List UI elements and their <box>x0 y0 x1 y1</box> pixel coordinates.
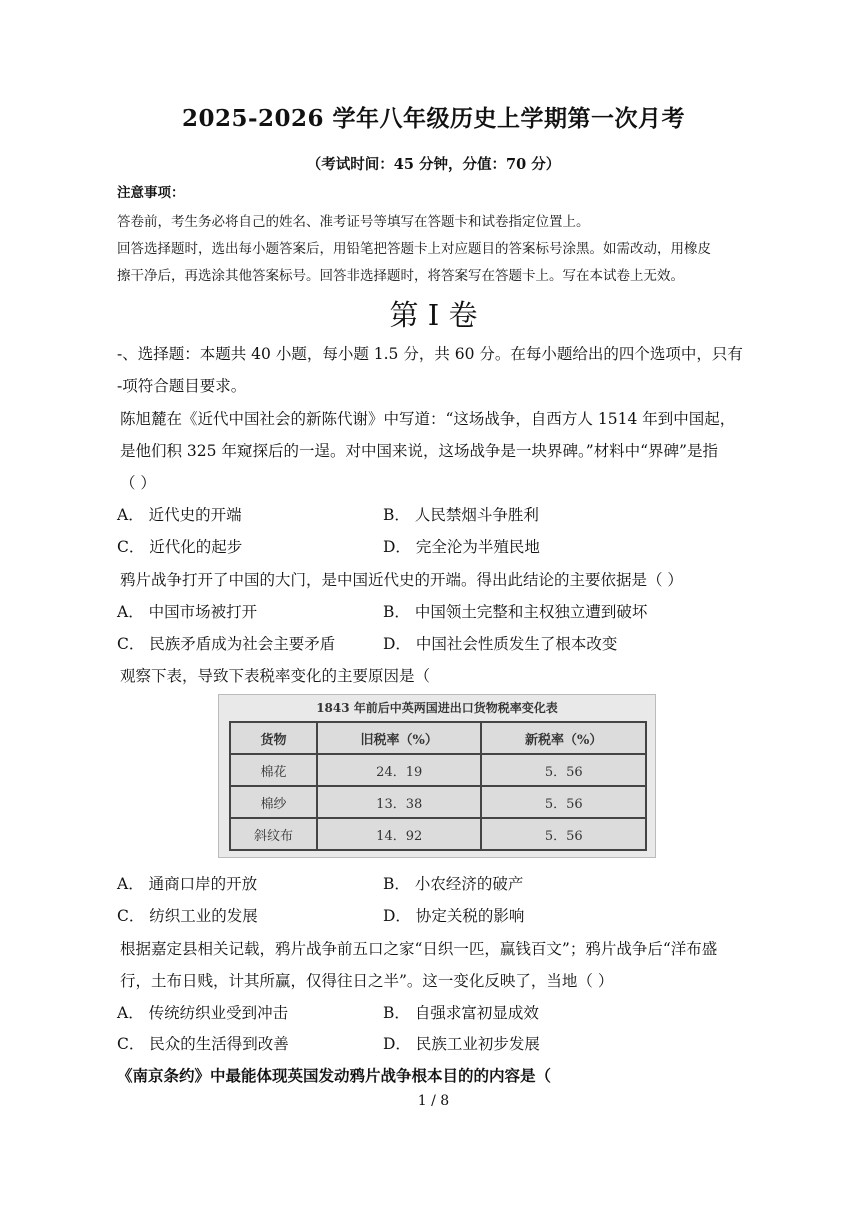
question-3-option-c: C． 纺织工业的发展 <box>117 907 258 925</box>
table-cell: 5．56 <box>481 818 646 850</box>
table-header: 旧税率（%） <box>317 722 482 754</box>
table-header: 新税率（%） <box>481 722 646 754</box>
table-row <box>230 818 646 850</box>
notes-heading: 注意事项： <box>117 185 185 201</box>
table-cell: 棉花 <box>230 754 317 786</box>
question-1-option-d: D． 完全沦为半殖民地 <box>383 538 540 556</box>
exam-title: 2025-2026 学年八年级历史上学期第一次月考 <box>181 105 686 132</box>
question-4-text: 根据嘉定县相关记载，鸦片战争前五口之家“日织一匹，赢钱百文”；鸦片战争后“洋布盛 <box>120 940 718 958</box>
table-header-row <box>230 722 646 754</box>
exam-subtitle: （考试时间：45 分钟，分值：70 分） <box>306 156 561 173</box>
section-title: 第 I 卷 <box>389 298 478 332</box>
question-4-option-a: A． 传统纺织业受到冲击 <box>117 1004 289 1022</box>
question-2-option-c: C． 民族矛盾成为社会主要矛盾 <box>117 635 336 653</box>
table-cell: 斜纹布 <box>230 818 317 850</box>
page-number: 1 / 8 <box>417 1093 450 1109</box>
table-cell: 24．19 <box>317 754 482 786</box>
question-3-option-d: D． 协定关税的影响 <box>383 907 525 925</box>
question-1-option-c: C． 近代化的起步 <box>117 538 243 556</box>
question-4-option-d: D． 民族工业初步发展 <box>383 1035 540 1053</box>
question-1-text: （ ） <box>120 474 156 492</box>
question-1-text: 陈旭麓在《近代中国社会的新陈代谢》中写道：“这场战争，自西方人 1514 年到中国起， <box>120 410 736 428</box>
table-row <box>230 754 646 786</box>
table-cell: 棉纱 <box>230 786 317 818</box>
question-1-text: 是他们积 325 年窥探后的一逞。对中国来说，这场战争是一块界碑。”材料中“界碑”是指 <box>120 442 718 460</box>
question-5-text: 《南京条约》中最能体现英国发动鸦片战争根本目的的内容是（ <box>117 1066 552 1085</box>
question-3-option-a: A． 通商口岸的开放 <box>117 875 258 893</box>
section-intro: -、选择题：本题共 40 小题，每小题 1.5 分，共 60 分。在每小题给出的四个选项中，只有 <box>117 345 743 363</box>
table-cell: 5．56 <box>481 754 646 786</box>
question-2-option-a: A． 中国市场被打开 <box>117 603 258 621</box>
section-intro: -项符合题目要求。 <box>117 377 247 395</box>
question-2-text: 鸦片战争打开了中国的大门，是中国近代史的开端。得出此结论的主要依据是（ ） <box>120 571 683 589</box>
table-cell: 5．56 <box>481 786 646 818</box>
table-row <box>230 786 646 818</box>
question-4-text: 行，土布日贱，计其所赢，仅得往日之半”。这一变化反映了，当地（ ） <box>120 972 614 990</box>
question-2-option-d: D． 中国社会性质发生了根本改变 <box>383 635 618 653</box>
note-line: 回答选择题时，选出每小题答案后，用铅笔把答题卡上对应题目的答案标号涂黑。如需改动，用橡皮 <box>117 241 711 257</box>
question-1-option-b: B． 人民禁烟斗争胜利 <box>383 506 539 524</box>
question-4-option-b: B． 自强求富初显成效 <box>383 1004 539 1022</box>
question-4-option-c: C． 民众的生活得到改善 <box>117 1035 289 1053</box>
note-line: 擦干净后，再选涂其他答案标号。回答非选择题时，将答案写在答题卡上。写在本试卷上无效。 <box>117 268 684 284</box>
table-cell: 14．92 <box>317 818 482 850</box>
question-2-option-b: B． 中国领土完整和主权独立遭到破坏 <box>383 603 648 621</box>
question-1-option-a: A． 近代史的开端 <box>117 506 242 524</box>
tax-rate-table <box>229 721 647 851</box>
tax-table-title: 1843 年前后中英两国进出口货物税率变化表 <box>316 701 558 715</box>
question-3-option-b: B． 小农经济的破产 <box>383 875 524 893</box>
tax-rate-table-image <box>218 694 656 858</box>
table-cell: 13．38 <box>317 786 482 818</box>
note-line: 答卷前，考生务必将自己的姓名、准考证号等填写在答题卡和试卷指定位置上。 <box>117 214 590 230</box>
question-3-text: 观察下表，导致下表税率变化的主要原因是（ <box>120 667 431 685</box>
table-header: 货物 <box>230 722 317 754</box>
